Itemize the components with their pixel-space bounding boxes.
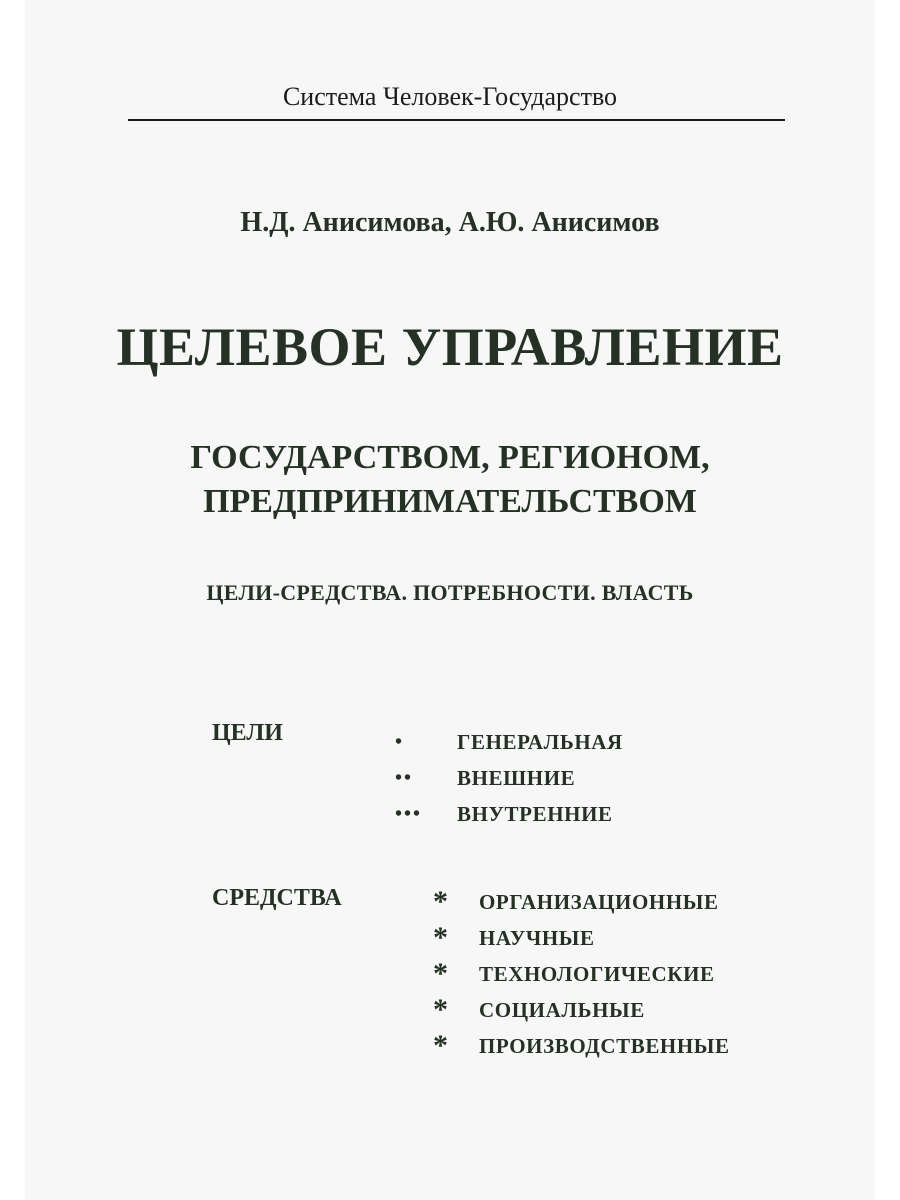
means-list — [433, 884, 730, 1064]
book-title: ЦЕЛЕВОЕ УПРАВЛЕНИЕ — [116, 317, 784, 377]
book-subtitle — [25, 436, 875, 524]
list-item — [433, 956, 730, 992]
goals-list — [395, 724, 623, 832]
list-item-text: ОРГАНИЗАЦИОННЫЕ — [479, 889, 719, 914]
bullet-marker: ••• — [395, 802, 423, 825]
list-item — [433, 992, 730, 1028]
asterisk-icon: * — [433, 957, 448, 990]
authors: Н.Д. Анисимова, А.Ю. Анисимов — [240, 207, 660, 238]
list-item — [433, 1028, 730, 1064]
subtitle-line-2: ПРЕДПРИНИМАТЕЛЬСТВОМ — [203, 483, 697, 520]
list-item — [395, 796, 623, 832]
list-item-text: ГЕНЕРАЛЬНАЯ — [457, 729, 623, 754]
tagline: ЦЕЛИ-СРЕДСТВА. ПОТРЕБНОСТИ. ВЛАСТЬ — [206, 580, 694, 605]
asterisk-icon: * — [433, 1029, 448, 1062]
list-item — [395, 724, 623, 760]
book-cover — [25, 0, 875, 1200]
bullet-marker: • — [395, 730, 405, 753]
list-item — [433, 884, 730, 920]
list-item — [395, 760, 623, 796]
list-item-text: ПРОИЗВОДСТВЕННЫЕ — [479, 1033, 730, 1058]
list-item-text: ВНЕШНИЕ — [457, 765, 576, 790]
goals-label: ЦЕЛИ — [212, 720, 283, 746]
subtitle-line-1: ГОСУДАРСТВОМ, РЕГИОНОМ, — [190, 439, 710, 476]
asterisk-icon: * — [433, 921, 448, 954]
header-rule — [128, 119, 785, 121]
means-label: СРЕДСТВА — [212, 885, 342, 911]
series-name: Система Человек-Государство — [282, 82, 618, 111]
list-item-text: ТЕХНОЛОГИЧЕСКИЕ — [479, 961, 715, 986]
bullet-marker: •• — [395, 766, 414, 789]
list-item — [433, 920, 730, 956]
asterisk-icon: * — [433, 885, 448, 918]
list-item-text: СОЦИАЛЬНЫЕ — [479, 997, 645, 1022]
asterisk-icon: * — [433, 993, 448, 1026]
list-item-text: ВНУТРЕННИЕ — [457, 801, 613, 826]
list-item-text: НАУЧНЫЕ — [479, 925, 595, 950]
